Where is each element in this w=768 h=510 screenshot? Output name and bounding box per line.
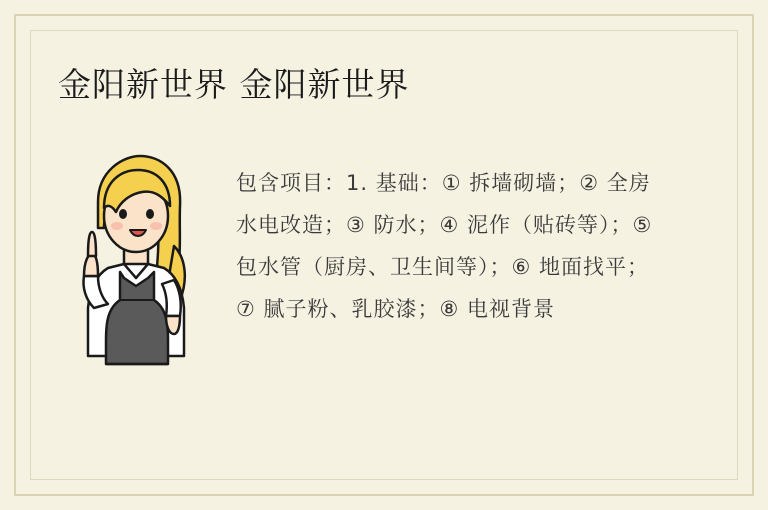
page-title: 金阳新世界 金阳新世界 [58, 65, 410, 104]
body-text: 包含项目：1. 基础：① 拆墙砌墙；② 全房水电改造；③ 防水；④ 泥作（贴砖等）；⑤ 包水管（厨房、卫生间等）；⑥ 地面找平；⑦ 腻子粉、乳胶漆；⑧ 电视背景 [236, 171, 653, 321]
illustration-woman [62, 150, 212, 385]
